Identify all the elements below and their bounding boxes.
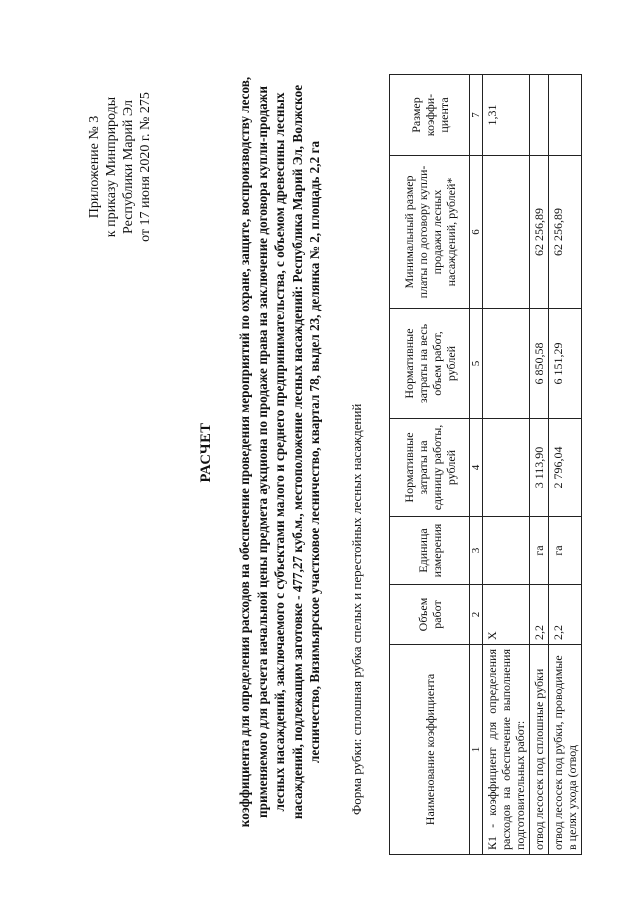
coefficient-value: 1,31 xyxy=(483,75,530,156)
column-number-row xyxy=(470,75,483,855)
appendix-line: Республики Марий Эл xyxy=(121,100,136,234)
min-payment: 62 256,89 xyxy=(530,156,549,309)
table-header-row xyxy=(390,75,470,855)
column-header: Наименование коэффициента xyxy=(390,645,470,855)
table-row xyxy=(530,75,549,855)
column-header: Единица измерения xyxy=(390,517,470,585)
column-header: Минимальный размер платы по договору купли-продажи лесных насаждений, рублей* xyxy=(390,156,470,309)
unit: га xyxy=(549,517,582,585)
column-number: 1 xyxy=(470,645,483,855)
work-volume: 2,2 xyxy=(530,585,549,645)
form-label: Форма рубки: сплошная рубка спелых и перестойных лесных насаждений xyxy=(349,403,364,815)
column-header: Размер коэффи-циента xyxy=(390,75,470,156)
unit xyxy=(483,517,530,585)
cost-total xyxy=(483,309,530,419)
coefficient-name: отвод лесосек под сплошные рубки xyxy=(530,645,549,855)
cost-per-unit: 3 113,90 xyxy=(530,419,549,517)
appendix-line: от 17 июня 2020 г. № 275 xyxy=(138,92,153,242)
cost-per-unit: 2 796,04 xyxy=(549,419,582,517)
column-number: 3 xyxy=(470,517,483,585)
column-header: Объем работ xyxy=(390,585,470,645)
cost-total: 6 151,29 xyxy=(549,309,582,419)
table-row xyxy=(549,75,582,855)
column-number: 2 xyxy=(470,585,483,645)
unit: га xyxy=(530,517,549,585)
coefficient-name: К1 - коэффициент для определения расходов на обеспечение выполнения подготовительных работ: xyxy=(483,645,530,855)
column-number: 4 xyxy=(470,419,483,517)
column-header: Нормативные затраты на весь объем работ, рублей xyxy=(390,309,470,419)
work-volume: 2,2 xyxy=(549,585,582,645)
column-number: 7 xyxy=(470,75,483,156)
column-number: 5 xyxy=(470,309,483,419)
coefficient-value xyxy=(549,75,582,156)
calculation-table xyxy=(389,74,582,855)
cost-total: 6 850,58 xyxy=(530,309,549,419)
appendix-line: Приложение № 3 xyxy=(87,115,102,219)
table-row xyxy=(483,75,530,855)
min-payment: 62 256,89 xyxy=(549,156,582,309)
document-title: РАСЧЕТ xyxy=(198,422,214,483)
min-payment xyxy=(483,156,530,309)
document-heading: коэффициента для определения расходов на обеспечение проведения мероприятий по охране, защите, воспроизводству лесов, применяемого для расчета начальной цены предмета аукциона по продаже права на заключение договора купли-продажи лесных насаждений, заключаемого с субъектами малого и среднего предпринимательства, с объемом древесины лесных насаждений, подлежащим заготовке - 477,27 куб.м., местоположение лесных насаждений: Республика Марий Эл, Волжское лесничество, Визимьярское участковое лесничество, квартал 78, выдел 23, делянка № 2, площадь 2,2 га xyxy=(237,76,323,828)
appendix-block xyxy=(86,47,154,287)
work-volume: Х xyxy=(483,585,530,645)
coefficient-value xyxy=(530,75,549,156)
column-header: Нормативные затраты на единицу работы, рублей xyxy=(390,419,470,517)
appendix-line: к приказу Минприроды xyxy=(104,96,119,238)
column-number: 6 xyxy=(470,156,483,309)
cost-per-unit xyxy=(483,419,530,517)
coefficient-name: отвод лесосек под рубки, проводимые в целях ухода (отвод xyxy=(549,645,582,855)
